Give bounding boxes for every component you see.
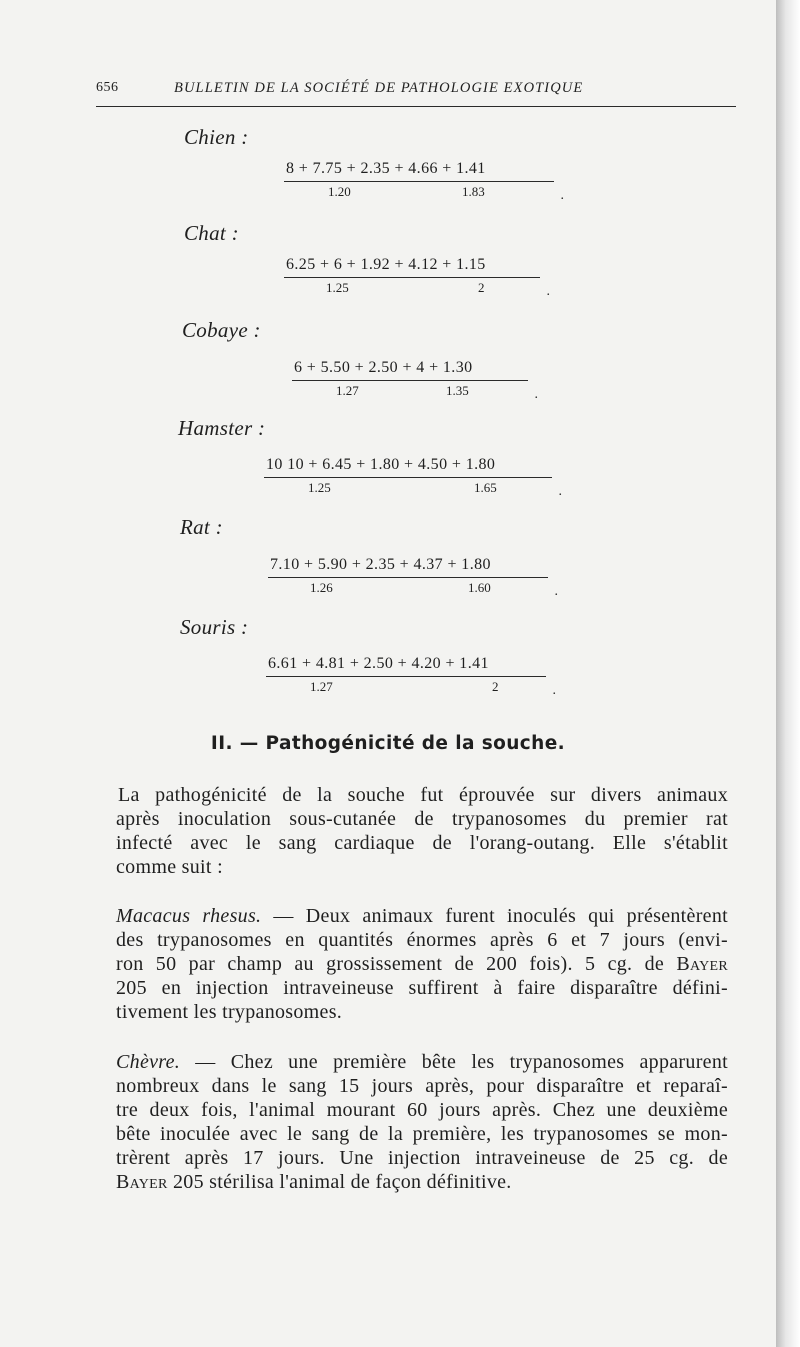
fraction-bar xyxy=(284,277,540,278)
page-header xyxy=(96,74,736,108)
denominator-right: 1.35 xyxy=(446,383,469,398)
formula-period: . xyxy=(552,683,556,698)
paragraph-line: infecté avec le sang cardiaque de l'orang-outang. Elle s'établit xyxy=(116,832,728,854)
formula-period: . xyxy=(534,387,538,402)
running-title: BULLETIN DE LA SOCIÉTÉ DE PATHOLOGIE EXOTIQUE xyxy=(174,80,584,96)
denominator-left: 1.27 xyxy=(336,383,359,398)
paragraph-macacus xyxy=(116,904,728,1024)
paragraph-lead-species: Macacus rhesus. xyxy=(116,905,262,927)
paragraph-line: comme suit : xyxy=(116,856,223,878)
denominator-right: 1.65 xyxy=(474,480,497,495)
section-title: II. — Pathogénicité de la souche. xyxy=(210,733,566,754)
page-number: 656 xyxy=(96,80,119,95)
paragraph-line xyxy=(116,1050,728,1074)
denominator-left: 1.25 xyxy=(326,280,349,295)
animal-label-cobaye: Cobaye : xyxy=(182,318,261,342)
formula-denominator xyxy=(292,383,528,401)
drug-name-smallcaps: Bayer xyxy=(116,1171,168,1193)
paragraph-line: tivement les trypanosomes. xyxy=(116,1001,343,1023)
animal-label-chat: Chat : xyxy=(184,221,239,245)
paragraph-line xyxy=(116,952,728,976)
formula-souris xyxy=(266,655,556,698)
animal-label-chien: Chien : xyxy=(184,125,249,149)
formula-numerator: 6.25 + 6 + 1.92 + 4.12 + 1.15 xyxy=(286,256,486,273)
paragraph-text: — Chez une première bête les trypanosomes apparurent xyxy=(180,1051,728,1073)
formula-denominator xyxy=(284,184,554,202)
denominator-left: 1.26 xyxy=(310,580,333,595)
paragraph-line: La pathogénicité de la souche fut éprouvée sur divers animaux xyxy=(118,784,728,806)
denominator-left: 1.25 xyxy=(308,480,331,495)
formula-chien xyxy=(284,160,564,203)
formula-numerator: 6 + 5.50 + 2.50 + 4 + 1.30 xyxy=(294,359,473,376)
paragraph-line xyxy=(116,904,728,928)
formula-denominator xyxy=(266,679,546,697)
paragraph-line: nombreux dans le sang 15 jours après, pour disparaître et reparaî- xyxy=(116,1075,728,1097)
paragraph-lead-species: Chèvre. xyxy=(116,1051,181,1073)
formula-period: . xyxy=(558,484,562,499)
animal-label-rat: Rat : xyxy=(180,515,223,539)
formula-numerator: 8 + 7.75 + 2.35 + 4.66 + 1.41 xyxy=(286,160,486,177)
paragraph-text: — Deux animaux furent inoculés qui présentèrent xyxy=(261,905,729,927)
animal-label-souris: Souris : xyxy=(180,615,249,639)
fraction-bar xyxy=(266,676,546,677)
formula-cobaye xyxy=(292,359,538,402)
drug-name-smallcaps: Bayer xyxy=(676,953,728,975)
formula-hamster xyxy=(264,456,562,499)
formula-numerator: 7.10 + 5.90 + 2.35 + 4.37 + 1.80 xyxy=(270,556,491,573)
paragraph-line: des trypanosomes en quantités énormes après 6 et 7 jours (envi- xyxy=(116,929,728,951)
denominator-left: 1.27 xyxy=(310,679,333,694)
fraction-bar xyxy=(284,181,554,182)
paragraph-text: 205 stérilisa l'animal de façon définitive. xyxy=(167,1171,512,1193)
denominator-right: 2 xyxy=(492,679,499,694)
fraction-bar xyxy=(268,577,548,578)
paragraph-line: trèrent après 17 jours. Une injection intraveineuse de 25 cg. de xyxy=(116,1147,728,1169)
denominator-right: 2 xyxy=(478,280,485,295)
denominator-right: 1.60 xyxy=(468,580,491,595)
denominator-left: 1.20 xyxy=(328,184,351,199)
header-rule xyxy=(96,106,736,107)
paragraph-line: 205 en injection intraveineuse suffirent à faire disparaître défini- xyxy=(116,977,728,999)
formula-denominator xyxy=(268,580,548,598)
animal-label-hamster: Hamster : xyxy=(178,416,266,440)
paragraph-line: tre deux fois, l'animal mourant 60 jours après. Chez une deuxième xyxy=(116,1099,728,1121)
paragraph-line: bête inoculée avec le sang de la première, les trypanosomes se mon- xyxy=(116,1123,728,1145)
paragraph-intro xyxy=(116,783,728,879)
formula-period: . xyxy=(546,284,550,299)
paragraph-text: ron 50 par champ au grossissement de 200 fois). 5 cg. de xyxy=(116,953,665,975)
formula-period: . xyxy=(554,584,558,599)
fraction-bar xyxy=(264,477,552,478)
paragraph-line xyxy=(116,1170,728,1194)
denominator-right: 1.83 xyxy=(462,184,485,199)
formula-numerator: 6.61 + 4.81 + 2.50 + 4.20 + 1.41 xyxy=(268,655,489,672)
paragraph-chevre xyxy=(116,1050,728,1194)
formula-numerator: 10 10 + 6.45 + 1.80 + 4.50 + 1.80 xyxy=(266,456,496,473)
formula-chat xyxy=(284,256,550,299)
fraction-bar xyxy=(292,380,528,381)
formula-denominator xyxy=(284,280,540,298)
formula-rat xyxy=(268,556,558,599)
paragraph-line: après inoculation sous-cutanée de trypanosomes du premier rat xyxy=(116,808,728,830)
formula-denominator xyxy=(264,480,552,498)
page-edge-shadow xyxy=(776,0,800,1347)
formula-period: . xyxy=(560,188,564,203)
